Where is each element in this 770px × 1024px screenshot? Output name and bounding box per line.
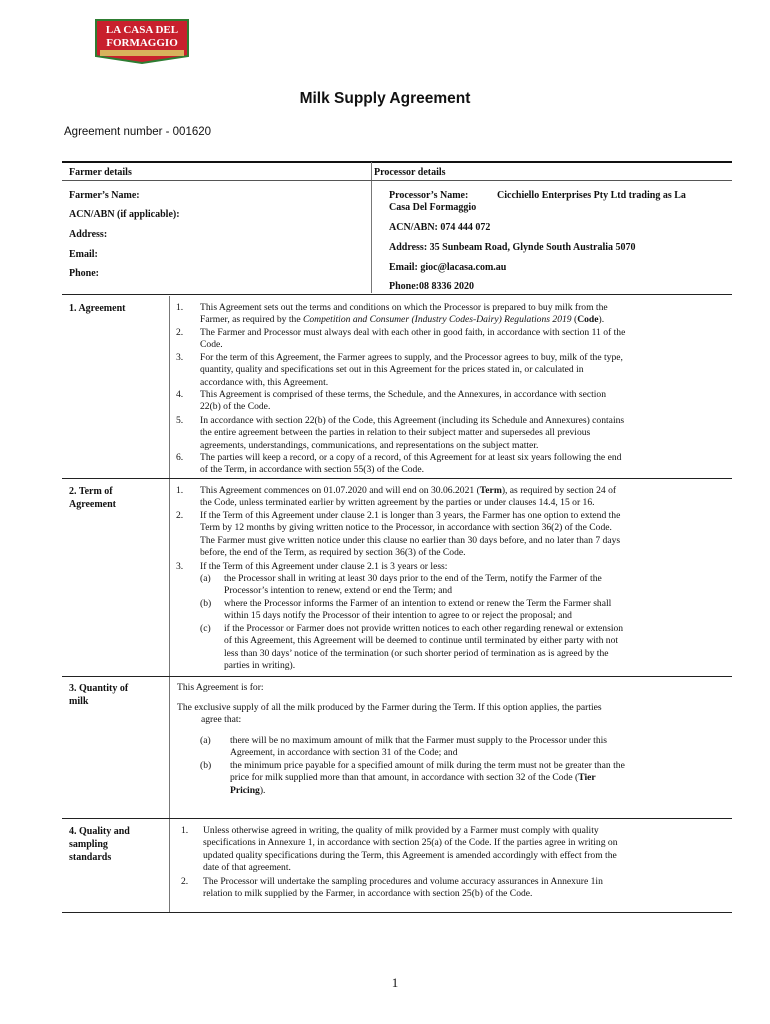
s3-sub-a-number: (a) [200,735,211,746]
s2-item-1-line1a: This Agreement commences on 01.07.2020 and will end on 30.06.2021 ( [200,485,480,496]
company-logo [92,16,192,66]
s2-item-2-line3: The Farmer must give written notice under this clause no earlier than 30 days before, and no later than 7 days [200,534,621,546]
s2-sub-c-line2: of this Agreement, this Agreement will be deemed to continue until terminated by either party with not [224,635,619,647]
s4-item-2-line1: The Processor will undertake the sampling procedures and volume accuracy assurances in Annexure 1in [203,876,603,887]
s1-item-4-number: 4. [176,389,184,400]
row-rule [62,676,732,677]
processor-phone: Phone:08 8336 2020 [389,281,474,292]
table-label-column-divider [169,296,170,913]
s1-item-1-number: 1. [176,302,184,313]
section-4-label-line2: sampling [69,839,108,850]
s2-sub-a-line1: the Processor shall in writing at least 30 days prior to the end of the Term, notify the Farmer of the [224,573,602,584]
s1-item-6-line2: of the Term, in accordance with section 55(3) of the Code. [200,464,424,476]
s2-item-1-number: 1. [176,485,184,496]
section-3-label-line2: milk [69,696,89,707]
s1-item-2-line2: Code. [200,339,223,351]
s1-item-2-line1: The Farmer and Processor must always deal with each other in good faith, in accordance with section 11 of the [200,327,626,338]
s1-item-5-text [200,415,624,452]
s2-item-1-line1c: ), as required by section 24 of [501,485,617,496]
s2-item-1-text [200,485,616,510]
row-rule [62,912,732,913]
s4-item-1-text [203,825,618,874]
s1-item-1-line2a: Farmer, as required by the [200,314,303,326]
s2-item-3-number: 3. [176,561,184,572]
farmer-acn-label: ACN/ABN (if applicable): [69,209,180,220]
section-4-label [69,825,130,864]
section-1-label: 1. Agreement [69,303,126,314]
s2-item-2-line4: before, the end of the Term, as required by section 36(3) of the Code. [200,546,466,558]
row-rule [62,180,732,181]
s3-sub-a-line1: there will be no maximum amount of milk that the Farmer must supply to the Processor under this [230,735,608,746]
s3-sub-a-text [230,735,607,760]
s3-paragraph [177,702,602,727]
s2-sub-b-number: (b) [200,598,212,609]
s4-item-1-line2: specifications in Annexure 1, in accordance with section 25(a) of the Code. If the parties agree in writing on [203,837,618,849]
s1-item-6-text [200,452,621,477]
table-column-divider [371,162,372,293]
s4-item-1-number: 1. [181,825,189,836]
s2-item-2-line2: Term by 12 months by giving written notice to the Processor, in accordance with section 36(2) of the Code. [200,522,612,534]
s3-sub-b-pricing: Pricing [230,784,260,796]
section-3-label-line1: 3. Quantity of [69,683,129,694]
s2-sub-c-line1: if the Processor or Farmer does not provide written notices to each other regarding renewal or extension [224,623,624,634]
s1-item-4-text [200,389,606,414]
farmer-email-label: Email: [69,249,98,260]
processor-address: Address: 35 Sunbeam Road, Glynde South Australia 5070 [389,242,636,253]
s1-item-4-line2: 22(b) of the Code. [200,401,271,413]
s2-item-2-number: 2. [176,510,184,521]
s2-sub-b-line1: where the Processor informs the Farmer of an intention to extend or renew the Term the Farmer shall [224,598,612,609]
s3-sub-b-close: ). [259,784,266,796]
s1-item-5-number: 5. [176,415,184,426]
s1-item-1-close: ). [598,314,605,326]
row-rule [62,294,732,295]
processor-email: Email: gioc@lacasa.com.au [389,262,507,273]
s1-item-3-number: 3. [176,352,184,363]
logo-line1: LA CASA DEL [105,24,179,36]
s3-sub-b-line1: the minimum price payable for a specified amount of milk during the term must not be greater than the [230,760,625,771]
s1-item-4-line1: This Agreement is comprised of these terms, the Schedule, and the Annexures, in accordance with section [200,389,607,400]
s2-sub-c-number: (c) [200,623,211,634]
s2-sub-a-text [224,573,602,598]
logo-line2: FORMAGGIO [106,37,178,49]
document-title: Milk Supply Agreement [299,90,471,107]
s1-item-5-line1: In accordance with section 22(b) of the Code, this Agreement (including its Schedule and Annexures) contains [200,415,625,426]
farmer-address-label: Address: [69,229,108,240]
s1-item-1-line1: This Agreement sets out the terms and conditions on which the Processor is prepared to buy milk from the [200,302,608,313]
s1-item-3-line3: accordance with, this Agreement. [200,376,329,388]
agreement-number: Agreement number - 001620 [64,126,212,138]
section-2-label-line1: 2. Term of [69,486,113,497]
table-top-rule [62,161,732,163]
s2-item-3-text: If the Term of this Agreement under clause 2.1 is 3 years or less: [200,561,448,572]
processor-name-value: Cicchiello Enterprises Pty Ltd trading as La [497,190,686,201]
farmer-name-label: Farmer’s Name: [69,190,140,201]
s3-sub-b-text [230,760,625,797]
s3-sub-b-line2: price for milk supplied more than that amount, in accordance with section 32 of the Code ( [230,772,579,784]
row-rule [62,818,732,819]
s4-item-2-number: 2. [181,876,189,887]
s3-sub-b-tier: Tier [578,772,596,784]
s2-sub-c-text [224,623,623,672]
processor-name-label: Processor’s Name: [389,190,469,201]
s1-item-2-number: 2. [176,327,184,338]
s1-item-1-regulation: Competition and Consumer (Industry Codes-Dairy) Regulations 2019 [302,314,572,326]
section-2-label-line2: Agreement [69,499,117,510]
section-4-label-line3: standards [69,852,112,863]
s3-paragraph-line1: The exclusive supply of all the milk produced by the Farmer during the Term. If this option applies, the parties [177,702,602,713]
section-3-label [69,682,128,708]
row-rule [62,478,732,479]
s1-item-5-line2: the entire agreement between the parties in relation to their subject matter and supersedes all previous [200,427,591,439]
s1-item-1-text [200,302,608,327]
s1-item-5-line3: agreements, understandings, communications, and representations on the subject matter. [200,439,539,451]
processor-name-value-cont: Casa Del Formaggio [389,202,477,213]
s4-item-1-line1: Unless otherwise agreed in writing, the quality of milk provided by a Farmer must comply with quality [203,825,599,836]
s1-item-3-line1: For the term of this Agreement, the Farmer agrees to supply, and the Processor agrees to buy, milk of the type, [200,352,623,363]
s3-paragraph-line2: agree that: [201,714,242,726]
s2-item-1-line2: the Code, unless terminated earlier by written agreement by the parties or under clauses 14.4, 15 or 16. [200,497,595,509]
s1-item-1-code: Code [577,314,599,326]
processor-details-heading: Processor details [374,167,446,178]
s2-sub-a-line2: Processor’s intention to renew, extend or end the Term; and [224,585,453,597]
s1-item-3-text [200,352,623,389]
page-number: 1 [391,975,399,990]
s4-item-2-text [203,876,603,901]
s2-sub-b-line2: within 15 days notify the Processor of their intention to agree to or reject the proposal; and [224,610,572,622]
section-4-label-line1: 4. Quality and [69,826,130,837]
section-2-label [69,485,116,511]
s2-sub-a-number: (a) [200,573,211,584]
s1-item-2-text [200,327,625,352]
s2-sub-c-line4: parties in writing). [224,659,296,671]
s4-item-1-line4: date of that agreement. [203,861,291,873]
s3-sub-b-number: (b) [200,760,212,771]
processor-acn: ACN/ABN: 074 444 072 [389,222,491,233]
s1-item-6-line1: The parties will keep a record, or a copy of a record, of this Agreement for at least six years following the end [200,452,622,463]
s2-item-1-term: Term [479,485,502,496]
farmer-phone-label: Phone: [69,268,99,279]
s4-item-1-line3: updated quality specifications during the Term, this Agreement is amended accordingly with effect from the [203,849,617,861]
s1-item-1-paren: ( [571,314,578,326]
s3-intro: This Agreement is for: [177,682,264,693]
s2-item-2-text [200,510,620,559]
s1-item-3-line2: quantity, quality and specifications set out in this Agreement for the prices stated in, or calculated in [200,364,584,376]
s3-sub-a-line2: Agreement, in accordance with section 31 of the Code; and [230,747,458,759]
s2-sub-b-text [224,598,611,623]
s2-item-2-line1: If the Term of this Agreement under clause 2.1 is longer than 3 years, the Farmer has one option to extend the [200,510,621,521]
farmer-details-heading: Farmer details [69,167,132,178]
s4-item-2-line2: relation to milk supplied by the Farmer, in accordance with section 25(b) of the Code. [203,888,533,900]
s2-sub-c-line3: less than 30 days’ notice of the termination (or such shorter period of termination as is agreed by the [224,647,609,659]
s1-item-6-number: 6. [176,452,184,463]
